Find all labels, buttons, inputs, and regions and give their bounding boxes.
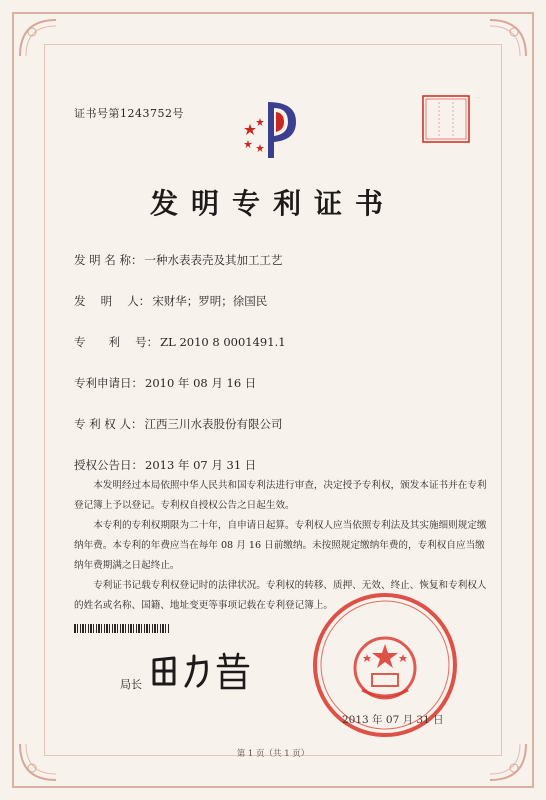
barcode-bar	[85, 624, 86, 633]
field-value: ZL 2010 8 0001491.1	[160, 335, 286, 349]
barcode-bar	[101, 624, 102, 633]
barcode-bar	[154, 624, 156, 633]
barcode-bar	[125, 624, 126, 633]
field-patent-number	[74, 334, 286, 350]
certificate-title: 发明专利证书	[149, 187, 396, 220]
director-signature	[148, 650, 258, 692]
barcode-bar	[141, 624, 142, 633]
barcode-bar	[96, 624, 97, 633]
barcode-bar	[157, 624, 158, 633]
stamp-duty-seal	[421, 94, 471, 144]
paragraph-term-statement: 本专利的专利权期限为二十年，自申请日起算。专利权人应当依照专利法及其实施细则规定缴纳年费。本专利的年费应当在每年 08 月 16 日前缴纳。未按照规定缴纳年费的，专利权自应当缴纳年费期满之日起终止。	[74, 520, 487, 571]
field-value: 2013 年 07 月 31 日	[145, 458, 257, 472]
barcode-bar	[93, 624, 94, 633]
barcode-bar	[104, 624, 105, 633]
sipo-emblem-icon	[238, 96, 308, 162]
barcode-bar	[165, 624, 166, 633]
barcode-bar	[117, 624, 118, 633]
barcode-bar	[133, 624, 134, 633]
field-label: 专 利 号：	[74, 335, 159, 349]
barcode-bar	[88, 624, 89, 633]
barcode-bar	[112, 624, 113, 633]
page-number: 第 1 页（共 1 页）	[236, 749, 310, 759]
barcode-bar	[106, 624, 108, 633]
barcode-bar	[146, 624, 148, 633]
field-application-date	[74, 375, 256, 391]
field-grant-date	[74, 457, 256, 473]
paragraph-legal-status: 专利证书记载专利权登记时的法律状况。专利权的转移、质押、无效、终止、恢复和专利权人的姓名或名称、国籍、地址变更等事项记载在专利登记簿上。	[74, 580, 487, 611]
barcode-bar	[77, 624, 78, 633]
director-label: 局长	[120, 678, 142, 691]
field-invention-name	[74, 252, 282, 268]
field-label: 发 明 人：	[74, 294, 151, 308]
barcode-bar	[144, 624, 145, 633]
barcode-bar	[90, 624, 92, 633]
field-value: 江西三川水表股份有限公司	[144, 417, 283, 431]
barcode-bar	[138, 624, 140, 633]
corner-ornament-top-left	[18, 18, 58, 58]
barcode-bar	[74, 624, 76, 633]
field-value: 一种水表表壳及其加工工艺	[144, 253, 283, 267]
barcode-bar	[160, 624, 161, 633]
barcode-bar	[114, 624, 116, 633]
field-label: 授权公告日：	[74, 458, 143, 472]
barcode-bar	[136, 624, 137, 633]
barcode-bar	[152, 624, 153, 633]
barcode-bar	[128, 624, 129, 633]
corner-ornament-top-right	[488, 18, 528, 58]
seal-date: 2013 年 07 月 31 日	[342, 714, 444, 726]
barcode-bar	[122, 624, 124, 633]
barcode-bar	[109, 624, 110, 633]
certificate-number: 证书号第1243752号	[74, 107, 184, 120]
barcode-bar	[168, 624, 169, 633]
field-label: 发 明 名 称：	[74, 253, 143, 267]
barcode-bar	[98, 624, 100, 633]
barcode-bar	[130, 624, 132, 633]
field-value: 宋财华；罗明；徐国民	[152, 294, 268, 308]
field-value: 2010 年 08 月 16 日	[145, 376, 257, 390]
barcode	[74, 618, 170, 627]
field-label: 专 利 权 人：	[74, 417, 143, 431]
barcode-bar	[82, 624, 84, 633]
barcode-bar	[149, 624, 150, 633]
barcode-bar	[120, 624, 121, 633]
paragraph-grant-statement: 本发明经过本局依照中华人民共和国专利法进行审查，决定授予专利权，颁发本证书并在专利登记簿上予以登记。专利权自授权公告之日起生效。	[74, 480, 487, 511]
field-patentee	[74, 416, 282, 432]
field-label: 专利申请日：	[74, 376, 143, 390]
barcode-bar	[162, 624, 164, 633]
field-inventors	[74, 293, 267, 309]
barcode-bar	[80, 624, 81, 633]
